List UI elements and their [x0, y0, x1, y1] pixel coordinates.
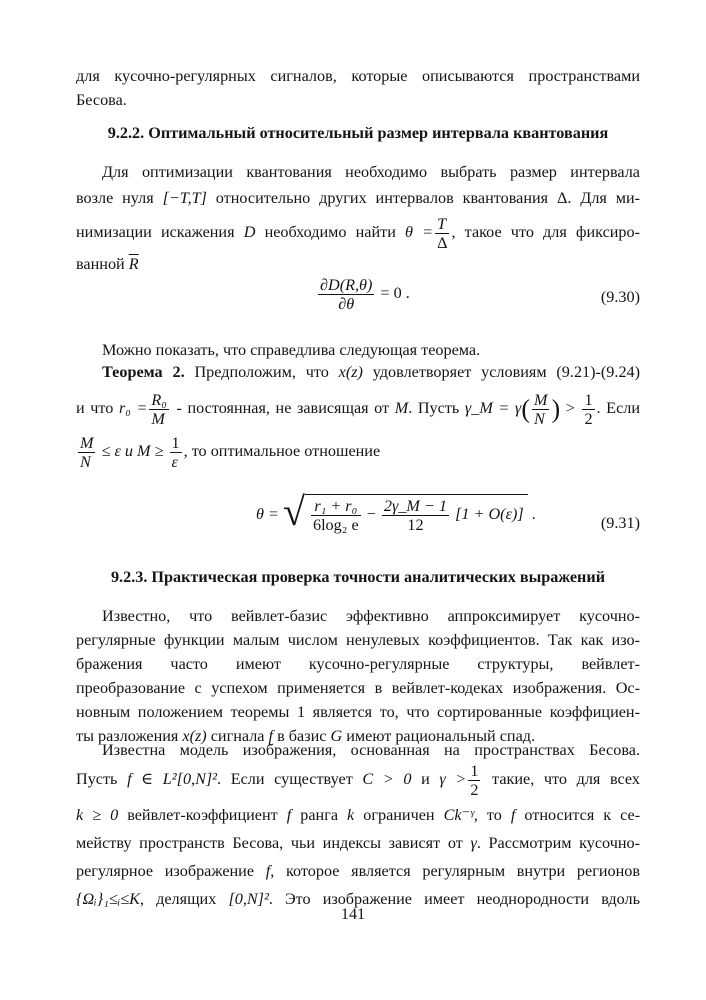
page-number: 141 [340, 905, 366, 923]
text-line: преобразование с успехом применяется в вейвлет-кодеках изображения. Ос- [76, 679, 640, 697]
math-omega-set: {Ωᵢ}₁≤ᵢ≤K [76, 890, 140, 908]
fraction-numerator: R₀ [151, 390, 167, 409]
fraction-denominator: Δ [437, 233, 448, 252]
text-line: Бесова. [76, 91, 127, 109]
math-theta: θ = [405, 223, 434, 241]
math-D: D [243, 223, 256, 241]
math-M: M [394, 399, 409, 417]
equation-number: (9.31) [600, 514, 640, 532]
text-span: необходимо найти [264, 223, 396, 241]
text-span: . Это изображение имеет неоднородности вдоль [268, 890, 641, 908]
fraction-denominator: ε [171, 453, 178, 472]
fraction-denominator: N [533, 409, 545, 428]
equation-rhs: = 0 . [380, 284, 410, 303]
equation-lhs: θ = [256, 505, 279, 524]
math-x-of-z: x(z) [182, 727, 207, 745]
text-span: в базис [277, 727, 327, 745]
text-span: . Если [596, 399, 640, 417]
text-line [76, 859, 640, 883]
text-span: вейвлет-коэффициент [127, 806, 278, 824]
text-span: Пусть [76, 770, 118, 789]
text-span: относится к се- [524, 806, 641, 824]
fraction-numerator: M [533, 390, 548, 409]
text-span: , то [473, 806, 502, 824]
text-line [76, 762, 640, 799]
text-line: Для оптимизации квантования необходимо выбрать размер интервала [102, 163, 640, 181]
math-f: f [510, 806, 516, 824]
text-line [76, 360, 640, 384]
math-k: k [347, 806, 355, 824]
fraction-r1-r0 [311, 497, 361, 534]
equation-body [256, 489, 536, 534]
fraction-R0-over-M [149, 391, 169, 428]
math-k: k ≥ 0 [76, 806, 119, 824]
math-gt: > [565, 399, 581, 417]
text-span: , то оптимальное отношение [183, 442, 381, 461]
text-line: новным положением теоремы 1 является то, что сортированные коэффициен- [76, 703, 640, 721]
text-span: , которое является регулярным внутри регионов [270, 862, 640, 880]
text-span: . Пусть [408, 399, 460, 417]
square-root [282, 489, 528, 534]
paragraph-theorem-intro [76, 338, 640, 362]
text-span: ты разложения [76, 727, 179, 745]
math-minus: − [366, 505, 376, 524]
text-line [76, 803, 640, 827]
fraction-numerator: 1 [470, 762, 479, 780]
text-line: и что r₀ = $\frac{\text{R₀}}{M}$ - постоянная, не зависящая от M. Пусть γ_M = γ( $\frac{M}{N}$ ) > $\frac{1}{2}$ . Если [76, 390, 640, 428]
equation-number: (9.30) [600, 288, 640, 306]
fraction-denominator: 2 [584, 409, 593, 428]
math-interval: [−T,T] [162, 189, 207, 207]
math-gamma: γ [470, 834, 477, 852]
math-gamma-M: γ_M = γ [464, 399, 522, 417]
fraction-one-half [582, 391, 594, 428]
fraction-numerator: T [435, 215, 449, 234]
text-line [76, 831, 640, 855]
math-x-of-z: x(z) [338, 363, 363, 381]
text-span: возле нуля [76, 189, 154, 207]
fraction-numerator: r₁ + r₀ [311, 497, 361, 516]
fraction-numerator: ∂D(R,θ) [320, 276, 373, 294]
fraction-one-over-epsilon [170, 434, 182, 471]
math-r0: r₀ = [118, 399, 148, 417]
math-bracket-term: [1 + O(ε)] [455, 505, 524, 524]
fraction-one-half [468, 762, 480, 799]
paragraph-besov-model [76, 738, 640, 911]
math-G: G [330, 727, 343, 745]
fraction-denominator: N [80, 453, 91, 472]
fraction-gamma [382, 497, 449, 534]
math-f-in-L2: f ∈ L²[0,N]² [127, 770, 218, 789]
fraction-denominator: 6log₂ e [312, 516, 359, 534]
text-span: регулярное изображение [76, 862, 255, 880]
math-Ck: Ck⁻ᵞ [443, 806, 474, 824]
text-span: Предположим, что [194, 363, 329, 381]
fraction-denominator: 12 [407, 516, 424, 534]
intro-paragraph [76, 64, 640, 112]
derivative-fraction [318, 276, 374, 313]
fraction-M-over-N [532, 391, 549, 428]
text-line [76, 252, 640, 276]
text-span: - постоянная, не зависящая от [176, 399, 390, 417]
paragraph-quantization [76, 160, 640, 276]
fraction-numerator: M [80, 434, 94, 453]
text-line: Можно показать, что справедлива следующая теорема. [102, 341, 481, 359]
text-span: и что [76, 399, 114, 417]
text-span: такие, что для всех [492, 770, 640, 789]
math-domain: [0,N]² [228, 890, 269, 908]
text-line [76, 431, 640, 471]
text-line: Известна модель изображения, основанная на пространствах Бесова. [102, 741, 640, 759]
radicand [305, 494, 528, 534]
theorem-title: Теорема 2. [102, 363, 185, 381]
section-heading-9-2-2: 9.2.2. Оптимальный относительный размер интервала квантования [107, 124, 609, 142]
equation-period: . [531, 505, 536, 524]
text-line: Известно, что вейвлет-базис эффективно аппроксимирует кусочно- [102, 607, 640, 625]
fraction-T-over-delta [435, 215, 449, 252]
fraction-numerator: 1 [171, 434, 180, 453]
fraction-denominator: 2 [470, 781, 479, 799]
text-line: бражения часто имеют кусочно-регулярные структуры, вейвлет- [76, 655, 640, 673]
text-span: сигнала [210, 727, 265, 745]
fraction-M-over-N [78, 434, 95, 471]
text-span: имеют рациональный спад. [346, 727, 536, 745]
text-span: , такое что для фиксиро- [451, 223, 641, 241]
text-span: нимизации искажения [76, 223, 235, 241]
text-line [76, 214, 640, 252]
math-f: f [265, 862, 271, 880]
text-span: мейству пространств Бесова, чьи индексы зависят от [76, 834, 463, 852]
paragraph-wavelet [76, 604, 640, 748]
text-span: . Рассмотрим кусочно- [476, 834, 640, 852]
text-span: ограничен [363, 806, 435, 824]
text-span: удовлетворяет условиям (9.21)-(9.24) [372, 363, 641, 381]
math-f: f [268, 727, 274, 745]
text-span: относительно других интервалов квантования Δ. Для ми- [215, 189, 640, 207]
theorem-2 [76, 360, 640, 471]
text-line: регулярные функции малым числом ненулевых коэффициентов. Так как изо- [76, 631, 640, 649]
text-span: , делящих [139, 890, 217, 908]
text-span: ранга [300, 806, 339, 824]
math-f: f [286, 806, 292, 824]
text-span: . Если существует [217, 770, 353, 789]
fraction-numerator: 1 [584, 390, 593, 409]
section-heading-9-2-3: 9.2.3. Практическая проверка точности аналитических выражений [110, 568, 606, 586]
text-span: и [421, 770, 430, 789]
fraction-numerator: 2γ_M − 1 [383, 497, 448, 515]
equation-9-31 [76, 489, 640, 550]
math-condition: ≤ ε и M ≥ [101, 442, 164, 461]
text-line: для кусочно-регулярных сигналов, которые описываются пространствами [76, 67, 640, 85]
text-line [76, 186, 640, 210]
radical-sign: √ [282, 489, 305, 534]
math-R-bar: $\overline{R}$ [128, 254, 139, 273]
fraction-denominator: ∂θ [338, 295, 355, 313]
math-gamma: γ > [439, 770, 467, 789]
fraction-denominator: M [151, 409, 165, 428]
text-span: ванной [76, 254, 125, 273]
equation-body [316, 276, 410, 313]
math-C-positive: C > 0 [362, 770, 412, 789]
equation-9-30 [76, 276, 640, 326]
